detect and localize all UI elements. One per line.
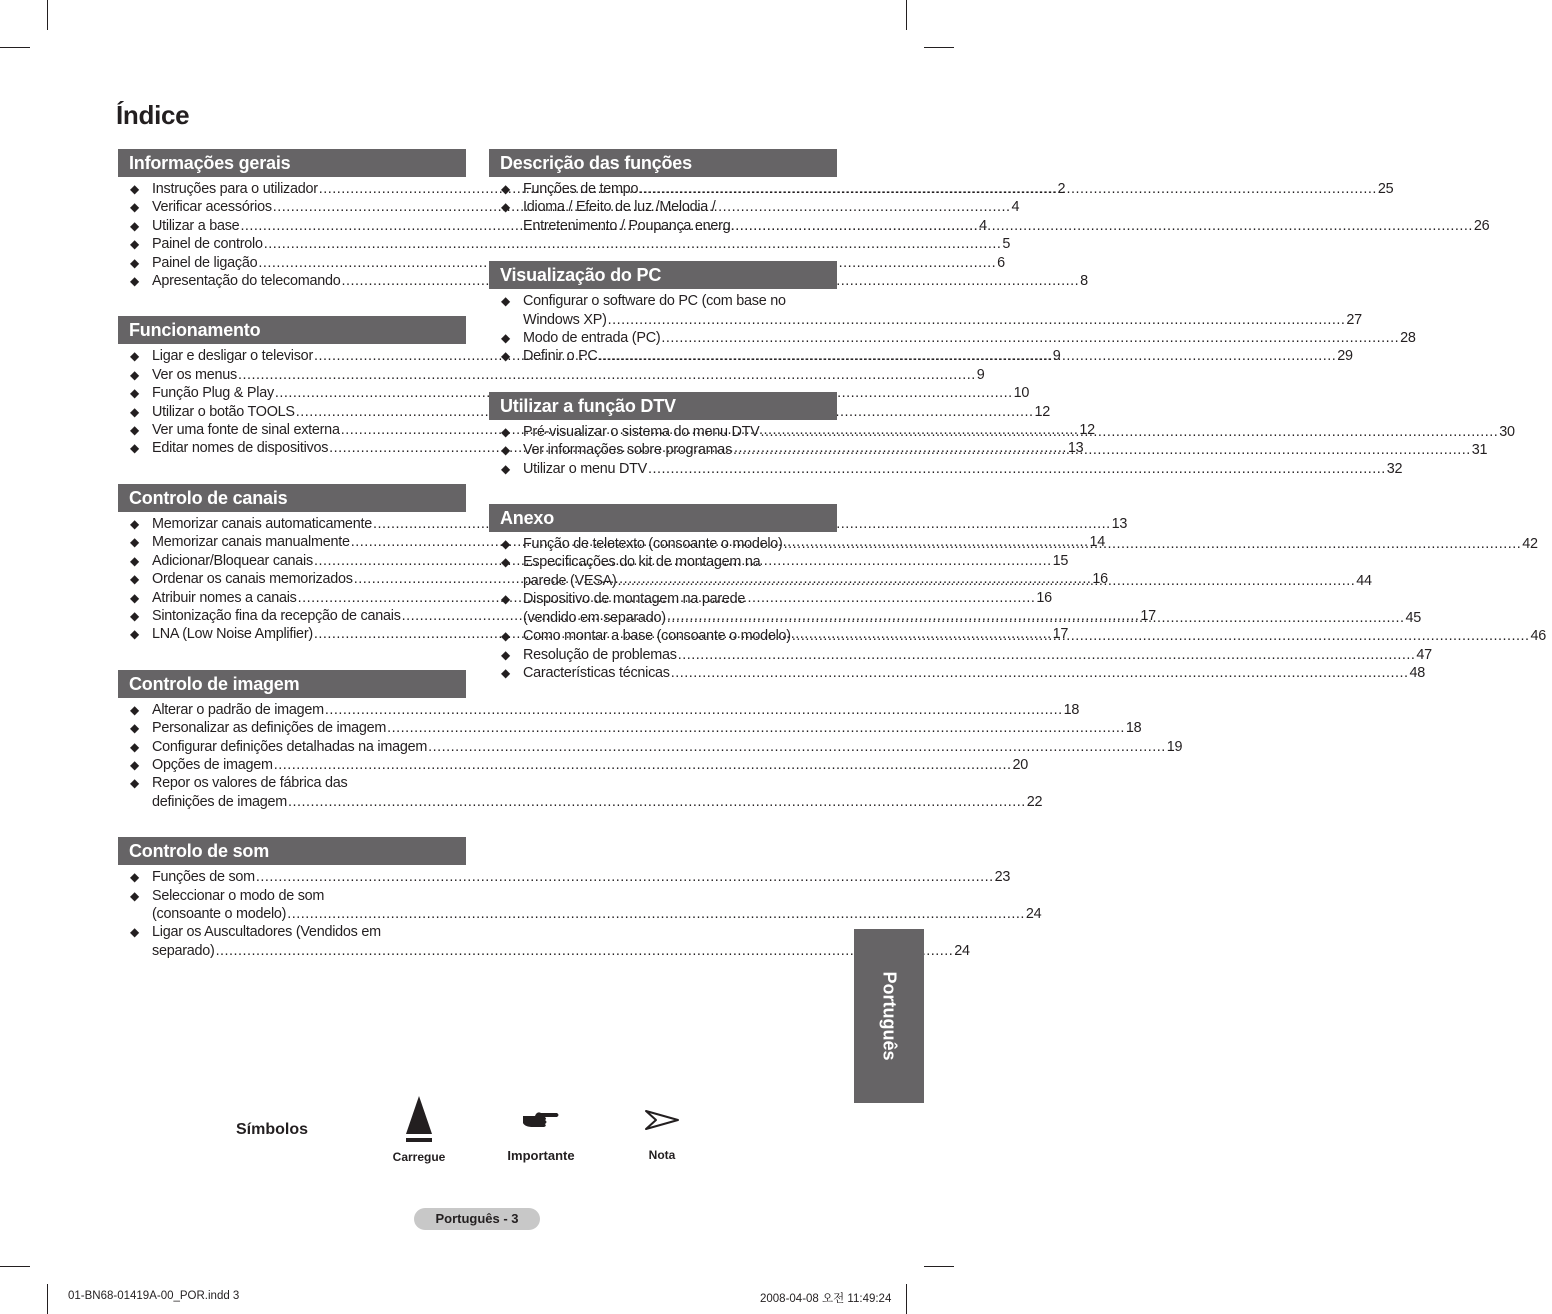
dot-leader (618, 572, 1356, 590)
entry-title: Entretenimento / Poupança energ. (523, 217, 735, 234)
page-ref: 9 (1052, 348, 1061, 365)
section-title: Funcionamento (118, 316, 466, 344)
language-side-tab (854, 929, 924, 1103)
toc-entry[interactable] (489, 329, 1416, 347)
crop-mark (924, 47, 954, 48)
diamond-bullet-icon: ◆ (130, 255, 139, 270)
dot-leader (608, 311, 1346, 329)
diamond-bullet-icon: ◆ (501, 592, 510, 607)
arrow-note-icon (644, 1108, 680, 1132)
toc-entry[interactable] (489, 292, 1362, 329)
toc-entry[interactable] (118, 235, 1011, 253)
dot-leader (792, 627, 1530, 645)
page-ref: 4 (1011, 199, 1020, 216)
toc-entry[interactable] (118, 756, 1028, 774)
page-ref: 17 (1140, 607, 1156, 624)
entry-title: Seleccionar o modo de som (152, 887, 325, 904)
page-ref: 16 (1092, 571, 1108, 588)
page-ref: 25 (1377, 181, 1394, 197)
page-ref: 48 (1409, 664, 1425, 681)
dot-leader (256, 868, 994, 886)
page-ref: 15 (1052, 552, 1069, 569)
page-ref: 13 (1111, 515, 1128, 532)
section-title: Informações gerais (118, 149, 466, 177)
toc-entry[interactable] (118, 384, 1030, 402)
entry-title: Modo de entrada (PC) (523, 330, 661, 347)
diamond-bullet-icon: ◆ (501, 331, 510, 346)
diamond-bullet-icon: ◆ (501, 182, 510, 196)
toc-entry[interactable] (118, 738, 1183, 756)
entry-title: Editar nomes de dispositivos (152, 440, 329, 457)
page-ref: 23 (994, 869, 1011, 886)
page-ref: 18 (1063, 701, 1080, 718)
entry-title: Windows XP) (523, 311, 607, 328)
section-title: Anexo (489, 504, 837, 532)
toc-entry[interactable] (489, 460, 1403, 478)
diamond-bullet-icon: ◆ (501, 349, 510, 364)
entry-title: Características técnicas (523, 664, 670, 681)
page-ref: 12 (1079, 422, 1095, 439)
diamond-bullet-icon: ◆ (501, 294, 510, 309)
toc-entry[interactable] (118, 887, 1042, 924)
dot-leader (428, 738, 1166, 756)
page-ref: 12 (1034, 403, 1050, 420)
diamond-bullet-icon: ◆ (130, 888, 139, 903)
page-ref: 44 (1356, 572, 1372, 589)
footer-file: 01-BN68-01419A-00_POR.indd 3 (68, 1290, 240, 1302)
page-ref: 30 (1499, 423, 1515, 440)
diamond-bullet-icon: ◆ (130, 702, 139, 717)
diamond-bullet-icon: ◆ (130, 925, 139, 940)
toc-entry[interactable] (489, 198, 1490, 235)
dot-leader (287, 905, 1025, 923)
page-number-badge: Português - 3 (414, 1208, 540, 1230)
page-ref: 22 (1026, 793, 1043, 810)
entry-title: Dispositivo de montagem na parede (523, 591, 746, 608)
entry-title: Memorizar canais automaticamente (152, 515, 372, 532)
diamond-bullet-icon: ◆ (130, 200, 139, 215)
diamond-bullet-icon: ◆ (130, 572, 139, 587)
entry-title: Ligar e desligar o televisor (152, 348, 313, 365)
diamond-bullet-icon: ◆ (130, 535, 139, 550)
toc-entry[interactable] (489, 180, 1394, 198)
entry-title: Atribuir nomes a canais (152, 589, 297, 606)
page-ref: 26 (1473, 217, 1490, 234)
page-ref: 8 (1080, 273, 1088, 290)
dot-leader (671, 664, 1409, 682)
toc-entry[interactable] (118, 719, 1142, 737)
symbol-label: Importante (507, 1148, 575, 1163)
page-ref: 31 (1471, 442, 1488, 459)
toc-section (118, 837, 1042, 960)
page-ref: 5 (1002, 236, 1011, 253)
page-ref: 18 (1125, 720, 1142, 737)
page-ref: 24 (1025, 905, 1042, 922)
page-ref: 20 (1012, 756, 1028, 773)
diamond-bullet-icon: ◆ (130, 721, 139, 736)
toc-entry[interactable] (118, 366, 985, 384)
entry-title: Painel de ligação (152, 254, 258, 271)
dot-leader (784, 535, 1522, 553)
diamond-bullet-icon: ◆ (501, 461, 510, 476)
crop-mark (924, 1266, 954, 1267)
entry-title: (consoante o modelo) (152, 905, 287, 922)
dot-leader (761, 423, 1499, 441)
symbol-label: Carregue (392, 1150, 446, 1164)
diamond-bullet-icon: ◆ (501, 555, 510, 570)
entry-title: LNA (Low Noise Amplifier) (152, 626, 313, 643)
entry-title: Utilizar o botão TOOLS (152, 403, 295, 420)
symbol-note (627, 1108, 697, 1162)
diamond-bullet-icon: ◆ (130, 237, 139, 252)
diamond-bullet-icon: ◆ (130, 516, 139, 531)
diamond-bullet-icon: ◆ (130, 627, 139, 642)
symbol-important (496, 1108, 586, 1163)
entry-title: Funções de tempo (523, 181, 639, 197)
dot-leader (639, 180, 1377, 198)
diamond-bullet-icon: ◆ (130, 274, 139, 289)
diamond-bullet-icon: ◆ (501, 647, 510, 662)
entry-title: Ordenar os canais memorizados (152, 571, 353, 588)
toc-section (489, 261, 1416, 366)
section-title: Controlo de imagem (118, 670, 466, 698)
entry-title: Ver os menus (152, 366, 237, 383)
toc-entry[interactable] (118, 701, 1080, 719)
entry-title: Como montar a base (consoante o modelo) (523, 628, 791, 645)
page-ref: 19 (1166, 738, 1183, 755)
entry-title: parede (VESA) (523, 572, 617, 589)
crop-mark (47, 0, 48, 30)
entry-title: Idioma / Efeito de luz /Melodia / (523, 199, 716, 216)
toc-entry[interactable] (489, 664, 1425, 682)
diamond-bullet-icon: ◆ (501, 665, 510, 680)
dot-leader (735, 217, 1473, 235)
page-ref: 32 (1386, 460, 1403, 477)
page-ref: 14 (1089, 534, 1105, 551)
dot-leader (661, 329, 1399, 347)
diamond-bullet-icon: ◆ (130, 404, 139, 419)
entry-title: Opções de imagem (152, 756, 273, 773)
page-title: Índice (116, 100, 190, 130)
page-ref: 17 (1052, 626, 1069, 643)
symbol-label: Nota (648, 1148, 676, 1162)
page-ref: 4 (979, 217, 987, 234)
toc-section (489, 149, 1490, 235)
toc-entry[interactable] (118, 774, 1043, 811)
diamond-bullet-icon: ◆ (130, 218, 139, 233)
page-ref: 46 (1530, 628, 1547, 645)
entry-title: Ver informações sobre programas (523, 442, 733, 459)
entry-title: Resolução de problemas (523, 646, 677, 663)
dot-leader (274, 756, 1012, 774)
entry-title: separado) (152, 942, 215, 959)
dot-leader (216, 942, 954, 960)
page-ref: 9 (976, 366, 985, 383)
page-ref: 42 (1522, 536, 1538, 553)
entry-title: Pré-visualizar o sistema do menu DTV (523, 423, 760, 440)
diamond-bullet-icon: ◆ (501, 537, 510, 552)
footer-timestamp: 2008-04-08 오전 11:49:24 (760, 1293, 892, 1305)
entry-title: Configurar o software do PC (com base no (523, 293, 786, 310)
diamond-bullet-icon: ◆ (501, 424, 510, 439)
dot-leader (733, 441, 1471, 459)
dot-leader (288, 793, 1026, 811)
dot-leader (667, 609, 1405, 627)
entry-title: Utilizar a base (152, 217, 240, 234)
entry-title: Utilizar o menu DTV (523, 460, 647, 477)
dot-leader (678, 646, 1416, 664)
entry-title: Ligar os Auscultadores (Vendidos em (152, 924, 381, 941)
side-tab-label: Português (879, 971, 900, 1061)
page-ref: 47 (1416, 646, 1432, 663)
toc-entry[interactable] (489, 646, 1432, 664)
page-ref: 29 (1337, 348, 1353, 365)
entry-title: Funções de som (152, 869, 255, 886)
toc-entry[interactable] (118, 254, 1005, 272)
entry-title: Instruções para o utilizador (152, 181, 318, 197)
entry-title: Configurar definições detalhadas na imagem (152, 738, 428, 755)
entry-title: Adicionar/Bloquear canais (152, 552, 313, 569)
entry-title: Apresentação do telecomando (152, 273, 341, 290)
entry-title: Repor os valores de fábrica das (152, 775, 348, 792)
diamond-bullet-icon: ◆ (501, 443, 510, 458)
diamond-bullet-icon: ◆ (130, 739, 139, 754)
press-icon (403, 1094, 435, 1142)
diamond-bullet-icon: ◆ (130, 776, 139, 791)
entry-title: Ver uma fonte de sinal externa (152, 422, 340, 439)
entry-title: Especificações do kit de montagem na (523, 554, 761, 571)
diamond-bullet-icon: ◆ (501, 200, 510, 215)
pointing-hand-icon (521, 1108, 561, 1132)
entry-title: Alterar o padrão de imagem (152, 701, 324, 718)
diamond-bullet-icon: ◆ (130, 441, 139, 456)
crop-mark (0, 1266, 30, 1267)
section-title: Controlo de canais (118, 484, 466, 512)
toc-entry[interactable] (118, 868, 1011, 886)
dot-leader (648, 460, 1386, 478)
diamond-bullet-icon: ◆ (130, 423, 139, 438)
toc-entry[interactable] (489, 347, 1353, 365)
diamond-bullet-icon: ◆ (130, 553, 139, 568)
entry-title: Definir o PC (523, 348, 598, 365)
diamond-bullet-icon: ◆ (130, 386, 139, 401)
page-ref: 45 (1405, 609, 1421, 626)
page-ref: 28 (1400, 330, 1416, 347)
toc-entry[interactable] (118, 923, 970, 960)
section-title: Utilizar a função DTV (489, 392, 837, 420)
page-ref: 2 (1057, 181, 1066, 197)
crop-mark (906, 1284, 907, 1314)
diamond-bullet-icon: ◆ (130, 182, 139, 196)
diamond-bullet-icon: ◆ (130, 349, 139, 364)
entry-title: Personalizar as definições de imagem (152, 720, 387, 737)
section-title: Visualização do PC (489, 261, 837, 289)
entry-title: Função de teletexto (consoante o modelo) (523, 536, 783, 553)
dot-leader (387, 719, 1125, 737)
diamond-bullet-icon: ◆ (130, 590, 139, 605)
diamond-bullet-icon: ◆ (130, 608, 139, 623)
page-ref: 27 (1346, 311, 1362, 328)
page-ref: 6 (997, 254, 1005, 271)
entry-title: (vendido em separado) (523, 609, 666, 626)
symbol-press (384, 1094, 454, 1164)
crop-mark (47, 1284, 48, 1314)
diamond-bullet-icon: ◆ (130, 367, 139, 382)
diamond-bullet-icon: ◆ (130, 757, 139, 772)
entry-title: Memorizar canais manualmente (152, 534, 350, 551)
page-ref: 16 (1036, 589, 1052, 606)
entry-title: definições de imagem (152, 793, 287, 810)
diamond-bullet-icon: ◆ (130, 870, 139, 885)
entry-title: Verificar acessórios (152, 199, 272, 216)
entry-title: Painel de controlo (152, 236, 263, 253)
entry-title: Sintonização fina da recepção de canais (152, 607, 401, 624)
symbols-label: Símbolos (236, 1121, 309, 1138)
page-ref: 13 (1067, 440, 1084, 457)
dot-leader (599, 347, 1337, 365)
diamond-bullet-icon: ◆ (501, 629, 510, 644)
crop-mark (0, 47, 30, 48)
section-title: Controlo de som (118, 837, 466, 865)
entry-title: Função Plug & Play (152, 385, 274, 402)
section-title: Descrição das funções (489, 149, 837, 177)
page-ref: 10 (1013, 385, 1030, 402)
crop-mark (906, 0, 907, 30)
page-ref: 24 (954, 942, 970, 959)
